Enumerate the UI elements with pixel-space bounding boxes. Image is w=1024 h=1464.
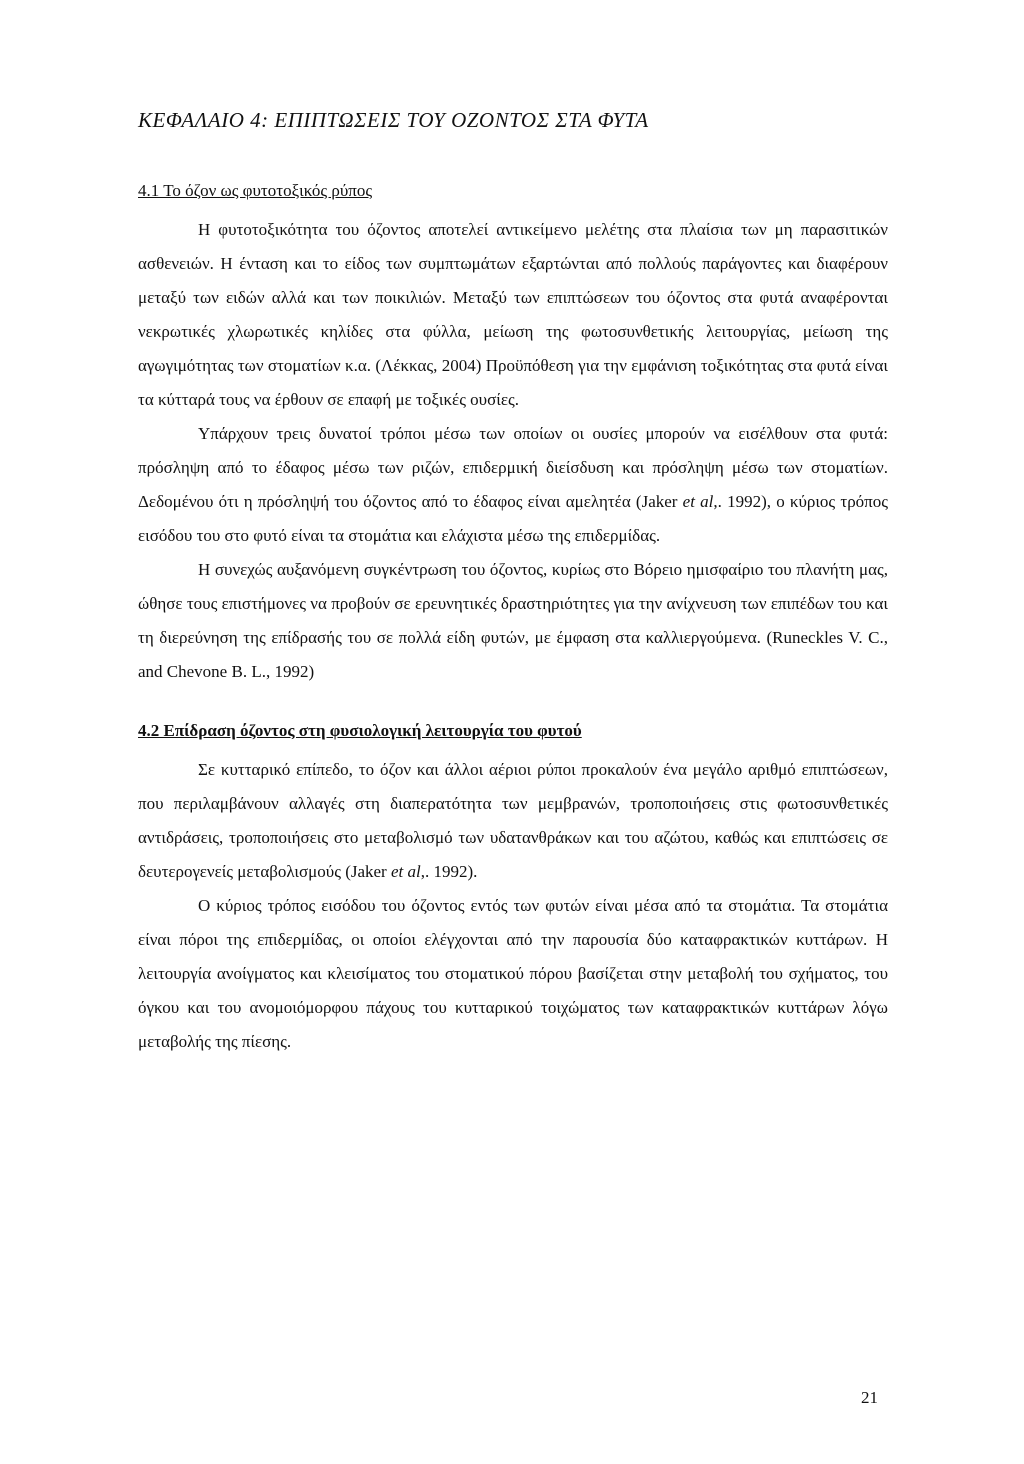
paragraph: Σε κυτταρικό επίπεδο, το όζον και άλλοι αέριοι ρύποι προκαλούν ένα μεγάλο αριθμό επιπτώσεων, που περιλαμβάνουν αλλαγές στη διαπερατότητα των μεμβρανών, τροποποιήσεις στις φωτοσυνθετικές αντιδράσεις, τροποποιήσεις στο μεταβολισμό των υδατανθράκων και του αζώτου, καθώς και επιπτώσεις σε δευτερογενείς μεταβολισμούς (Jaker et al,. 1992). <box>138 760 888 881</box>
document-page <box>138 108 888 1059</box>
section-title-4-1: 4.1 Το όζον ως φυτοτοξικός ρύπος <box>138 181 373 200</box>
page-number: 21 <box>861 1388 878 1407</box>
paragraph: Η συνεχώς αυξανόμενη συγκέντρωση του όζοντος, κυρίως στο Βόρειο ημισφαίριο του πλανήτη μας, ώθησε τους επιστήμονες να προβούν σε ερευνητικές δραστηριότητες για την ανίχνευση των επιπέδων του και τη διερεύνηση της επίδρασής του σε πολλά είδη φυτών, με έμφαση στα καλλιεργούμενα. (Runeckles V. C., and Chevone B. L., 1992) <box>138 560 888 681</box>
paragraph: Η φυτοτοξικότητα του όζοντος αποτελεί αντικείμενο μελέτης στα πλαίσια των μη παρασιτικών ασθενειών. Η ένταση και το είδος των συμπτωμάτων εξαρτώνται από πολλούς παράγοντες και διαφέρουν μεταξύ των ειδών αλλά και των ποικιλιών. Μεταξύ των επιπτώσεων του όζοντος στα φυτά αναφέρονται νεκρωτικές χλωρωτικές κηλίδες στα φύλλα, μείωση της φωτοσυνθετικής λειτουργίας, μείωση της αγωγιμότητας των στοματίων κ.α. (Λέκκας, 2004) Προϋπόθεση για την εμφάνιση τοξικότητας στα φυτά είναι τα κύτταρά τους να έρθουν σε επαφή με τοξικές ουσίες. <box>138 220 888 409</box>
chapter-title: ΚΕΦΑΛΑΙΟ 4: ΕΠΙΠΤΩΣΕΙΣ ΤΟΥ ΟΖΟΝΤΟΣ ΣΤΑ ΦΥΤΑ <box>138 108 649 132</box>
section-title-4-2: 4.2 Επίδραση όζοντος στη φυσιολογική λειτουργία του φυτού <box>138 721 582 740</box>
paragraph: Υπάρχουν τρεις δυνατοί τρόποι μέσω των οποίων οι ουσίες μπορούν να εισέλθουν στα φυτά: πρόσληψη από το έδαφος μέσω των ριζών, επιδερμική διείσδυση και πρόσληψη μέσω των στοματίων. Δεδομένου ότι η πρόσληψή του όζοντος από το έδαφος είναι αμελητέα (Jaker et al,. 1992), ο κύριος τρόπος εισόδου του στο φυτό είναι τα στομάτια και ελάχιστα μέσω της επιδερμίδας. <box>138 424 888 545</box>
paragraph: Ο κύριος τρόπος εισόδου του όζοντος εντός των φυτών είναι μέσα από τα στομάτια. Τα στομάτια είναι πόροι της επιδερμίδας, οι οποίοι ελέγχονται από την παρουσία δύο καταφρακτικών κυττάρων. Η λειτουργία ανοίγματος και κλεισίματος του στοματικού πόρου βασίζεται στην μεταβολή του σχήματος, του όγκου και του ανομοιόμορφου πάχους του κυτταρικού τοιχώματος των καταφρακτικών κυττάρων λόγω μεταβολής της πίεσης. <box>138 896 888 1051</box>
